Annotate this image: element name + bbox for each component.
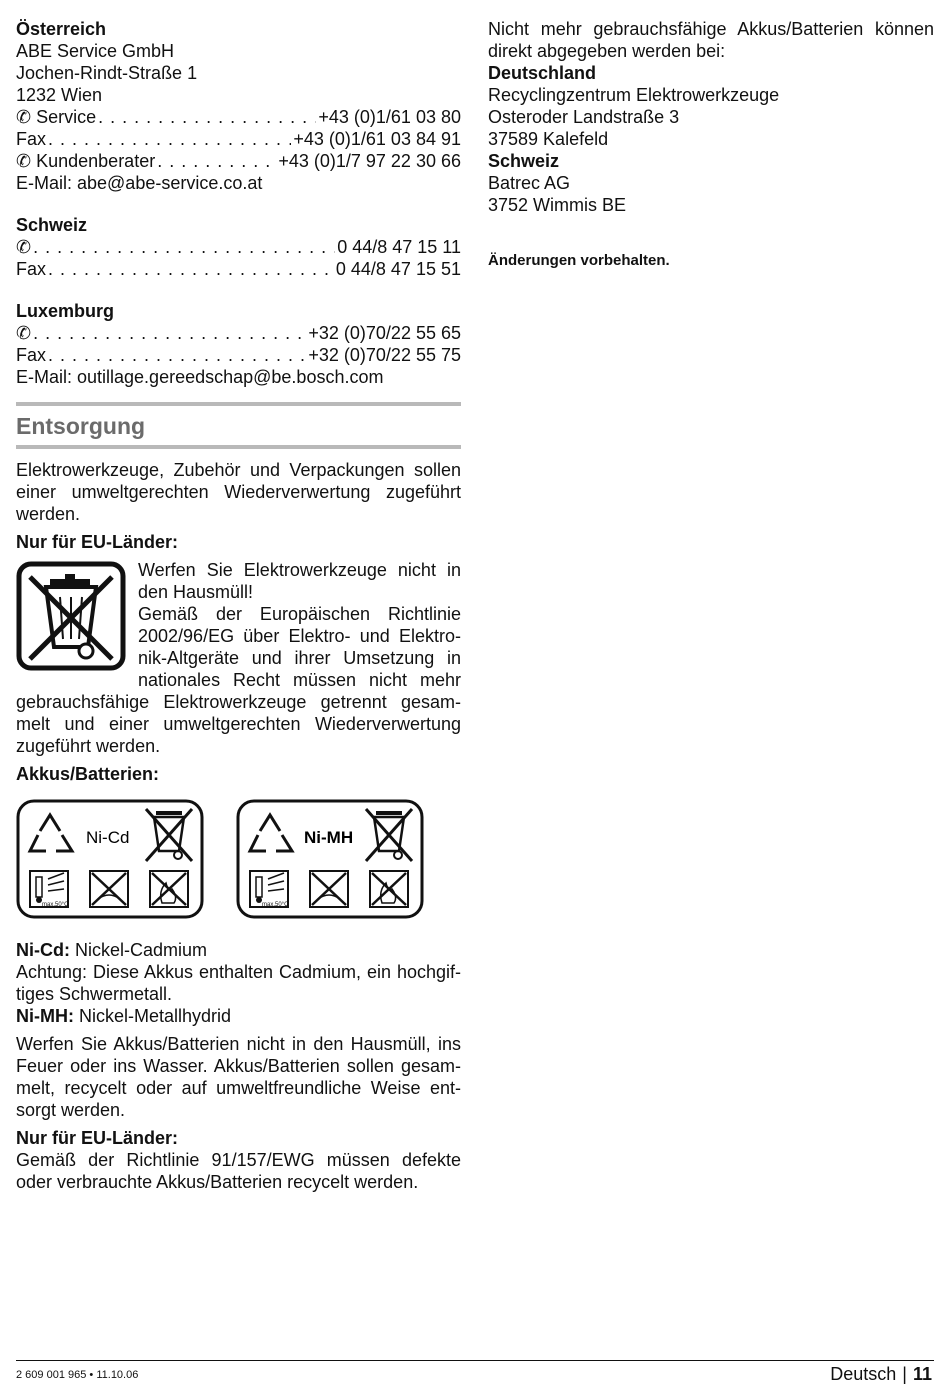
fax-label: Fax	[16, 345, 47, 365]
nicd-badge	[16, 799, 204, 919]
austria-advisor-row	[16, 150, 461, 172]
footer-doc-info	[16, 1368, 138, 1382]
doc-number: 2 609 001 965	[16, 1369, 87, 1381]
fax-label: Fax	[16, 259, 47, 279]
luxembourg-email: E-Mail: outillage.gereedschap@be.bosch.com	[16, 367, 384, 387]
left-column	[16, 18, 461, 1193]
phone-icon: ✆	[16, 323, 32, 343]
luxembourg-fax-row	[16, 344, 461, 366]
battery-badges	[16, 799, 461, 919]
eu-line: nationales Recht müssen nicht mehr	[138, 670, 461, 690]
crossed-bin-icon	[146, 809, 192, 861]
service-label: Service	[36, 107, 97, 127]
fax-number: +32 (0)70/22 55 75	[308, 345, 461, 365]
luxembourg-heading: Luxemburg	[16, 301, 115, 321]
page-number: 11	[912, 1364, 932, 1384]
phone-icon: ✆	[16, 107, 32, 127]
eu-heading: Nur für EU-Länder:	[16, 532, 178, 552]
nicd-definition	[16, 939, 461, 961]
batteries-heading: Akkus/Batterien:	[16, 764, 160, 784]
section-title: Entsorgung	[16, 413, 146, 439]
temp-label: max.50°C	[262, 902, 289, 908]
no-water-icon	[90, 871, 128, 907]
temperature-icon	[30, 871, 69, 908]
right-column	[488, 18, 934, 272]
dot-leader	[48, 344, 306, 366]
nicd-term: Ni-Cd:	[16, 940, 70, 960]
eu-line: 2002/96/EG über Elektro- und Elektro-	[138, 626, 461, 646]
footer-page-info	[830, 1363, 932, 1385]
austria-service-row	[16, 106, 461, 128]
footer-bullet: •	[89, 1369, 94, 1381]
fax-label: Fax	[16, 129, 47, 149]
nicd-meaning: Nickel-Cadmium	[69, 940, 208, 960]
dot-leader	[48, 258, 334, 280]
advisor-number: +43 (0)1/7 97 22 30 66	[278, 151, 461, 171]
footer-separator: |	[902, 1364, 907, 1384]
no-water-icon	[310, 871, 348, 907]
doc-date: 11.10.06	[96, 1369, 139, 1381]
recycle-icon	[30, 815, 72, 851]
germany-address-line: Osteroder Landstraße 3	[488, 107, 680, 127]
service-number: +43 (0)1/61 03 80	[318, 107, 461, 127]
austria-address-line: Jochen-Rindt-Straße 1	[16, 63, 198, 83]
austria-email: E-Mail: abe@abe-service.co.at	[16, 173, 263, 193]
eu-heading-2: Nur für EU-Länder:	[16, 1128, 178, 1148]
dot-leader	[98, 106, 316, 128]
switzerland-heading: Schweiz	[16, 215, 88, 235]
swiss-address-line: 3752 Wimmis BE	[488, 195, 627, 215]
eu-continuation: gebrauchsfähige Elektrowerkzeuge getrennt gesam-melt und einer umweltgerechten Wiederverwertung zugeführt werden.	[16, 692, 461, 756]
fax-number: +43 (0)1/61 03 84 91	[293, 129, 461, 149]
nimh-badge	[236, 799, 424, 919]
nicd-badge-label: Ni-Cd	[86, 828, 130, 847]
nimh-definition	[16, 1005, 461, 1027]
switzerland-phone-row	[16, 236, 461, 258]
crossed-bin-icon	[366, 809, 412, 861]
dot-leader	[33, 322, 306, 344]
nimh-meaning: Nickel-Metallhydrid	[73, 1006, 232, 1026]
no-fire-icon	[150, 871, 188, 907]
temp-label: max.50°C	[42, 902, 69, 908]
directive-text: Gemäß der Richtlinie 91/157/EWG müssen defekte oder verbrauchte Akkus/Batterien recycelt werden.	[16, 1150, 461, 1192]
recycle-icon	[250, 815, 292, 851]
nimh-badge-label: Ni-MH	[304, 828, 354, 847]
switzerland-fax-row	[16, 258, 461, 280]
eu-line: Werfen Sie Elektrowerkzeuge nicht in	[138, 560, 461, 580]
advisor-label: Kundenberater	[36, 151, 156, 171]
eu-line: nik-Altgeräte und ihrer Umsetzung in	[138, 648, 461, 668]
footer-rule	[16, 1360, 934, 1361]
nicd-warning: Achtung: Diese Akkus enthalten Cadmium, ein hochgif-tiges Schwermetall.	[16, 962, 461, 1004]
eu-line: den Hausmüll!	[138, 582, 254, 602]
germany-heading: Deutschland	[488, 63, 597, 83]
swiss-address-line: Batrec AG	[488, 173, 571, 193]
battery-disposal-text: Werfen Sie Akkus/Batterien nicht in den Hausmüll, ins Feuer oder ins Wasser. Akkus/Batterien sollen gesam-melt, recycelt oder auf umweltfreundliche Weise ent-sorgt werden.	[16, 1034, 461, 1120]
dot-leader	[157, 150, 276, 172]
footer-language: Deutsch	[830, 1364, 897, 1384]
dot-leader	[33, 236, 335, 258]
temperature-icon	[250, 871, 289, 908]
phone-number: 0 44/8 47 15 11	[337, 237, 461, 257]
austria-address-line: ABE Service GmbH	[16, 41, 175, 61]
austria-address-line: 1232 Wien	[16, 85, 103, 105]
dot-leader	[48, 128, 291, 150]
changes-notice: Änderungen vorbehalten.	[488, 252, 670, 269]
austria-fax-row	[16, 128, 461, 150]
swiss-heading: Schweiz	[488, 151, 560, 171]
germany-address-line: 37589 Kalefeld	[488, 129, 609, 149]
no-fire-icon	[370, 871, 408, 907]
germany-address-line: Recyclingzentrum Elektrowerkzeuge	[488, 85, 780, 105]
weee-block	[16, 559, 461, 691]
return-intro: Nicht mehr gebrauchsfähige Akkus/Batterien können direkt abgegeben werden bei:	[488, 19, 934, 61]
austria-heading: Österreich	[16, 19, 107, 39]
nimh-term: Ni-MH:	[16, 1006, 74, 1026]
phone-number: +32 (0)70/22 55 65	[308, 323, 461, 343]
luxembourg-phone-row	[16, 322, 461, 344]
eu-line: Gemäß der Europäischen Richtlinie	[138, 604, 461, 624]
disposal-intro: Elektrowerkzeuge, Zubehör und Verpackungen sollen einer umweltgerechten Wiederverwertung zugeführt werden.	[16, 460, 461, 524]
fax-number: 0 44/8 47 15 51	[335, 259, 461, 279]
phone-icon: ✆	[16, 151, 32, 171]
crossed-bin-icon	[16, 561, 126, 671]
section-rule-bottom	[16, 445, 461, 449]
phone-icon: ✆	[16, 237, 32, 257]
